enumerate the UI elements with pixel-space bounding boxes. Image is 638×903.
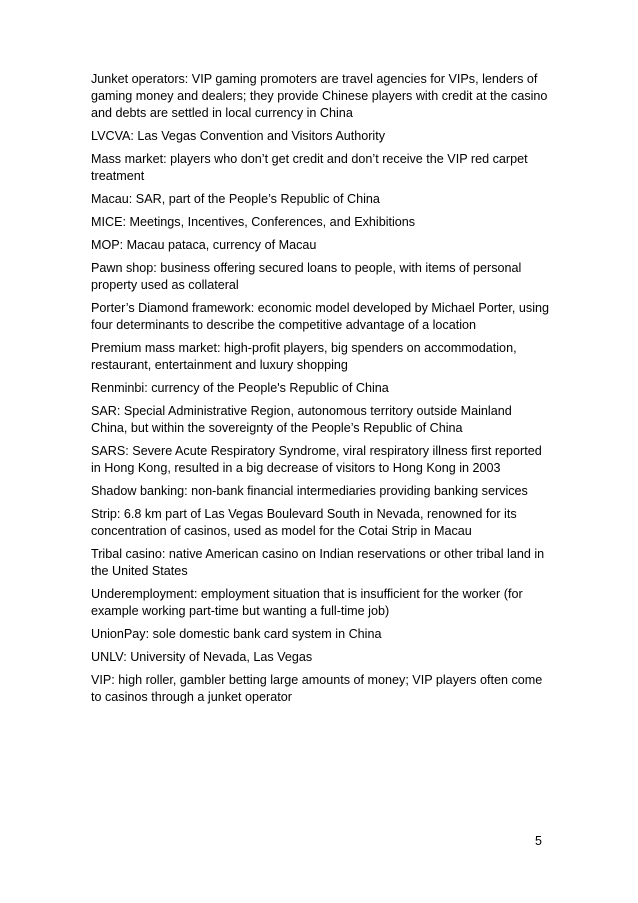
page-number: 5	[535, 834, 542, 848]
glossary-list	[91, 71, 551, 712]
glossary-entry-lvcva: LVCVA: Las Vegas Convention and Visitors Authority	[91, 129, 386, 143]
glossary-entry-strip: Strip: 6.8 km part of Las Vegas Boulevard South in Nevada, renowned for its concentration of casinos, used as model for the Cotai Strip in Macau	[91, 507, 517, 538]
glossary-entry-sars: SARS: Severe Acute Respiratory Syndrome, viral respiratory illness first reported in Hong Kong, resulted in a big decrease of visitors to Hong Kong in 2003	[91, 444, 542, 475]
glossary-entry-mice: MICE: Meetings, Incentives, Conferences, and Exhibitions	[91, 215, 416, 229]
glossary-entry-unlv: UNLV: University of Nevada, Las Vegas	[91, 650, 313, 664]
glossary-entry-tribal-casino: Tribal casino: native American casino on Indian reservations or other tribal land in the United States	[91, 547, 545, 578]
glossary-entry-shadow-banking: Shadow banking: non-bank financial intermediaries providing banking services	[91, 484, 528, 498]
glossary-entry-macau: Macau: SAR, part of the People’s Republic of China	[91, 192, 380, 206]
glossary-entry-renminbi: Renminbi: currency of the People's Republic of China	[91, 381, 389, 395]
glossary-entry-unionpay: UnionPay: sole domestic bank card system in China	[91, 627, 382, 641]
glossary-entry-premium-mass-market: Premium mass market: high-profit players, big spenders on accommodation, restaurant, entertainment and luxury shopping	[91, 341, 517, 372]
glossary-entry-sar: SAR: Special Administrative Region, autonomous territory outside Mainland China, but within the sovereignty of the People’s Republic of China	[91, 404, 512, 435]
glossary-entry-underemployment: Underemployment: employment situation that is insufficient for the worker (for example working part-time but wanting a full-time job)	[91, 587, 523, 618]
glossary-entry-porters-diamond: Porter’s Diamond framework: economic model developed by Michael Porter, using four determinants to describe the competitive advantage of a location	[91, 301, 550, 332]
glossary-entry-junket-operators: Junket operators: VIP gaming promoters are travel agencies for VIPs, lenders of gaming money and dealers; they provide Chinese players with credit at the casino and debts are settled in local currency in China	[91, 72, 548, 120]
glossary-entry-pawn-shop: Pawn shop: business offering secured loans to people, with items of personal property used as collateral	[91, 261, 522, 292]
glossary-entry-mop: MOP: Macau pataca, currency of Macau	[91, 238, 317, 252]
glossary-entry-vip: VIP: high roller, gambler betting large amounts of money; VIP players often come to casinos through a junket operator	[91, 673, 543, 704]
glossary-entry-mass-market: Mass market: players who don’t get credit and don’t receive the VIP red carpet treatment	[91, 152, 528, 183]
